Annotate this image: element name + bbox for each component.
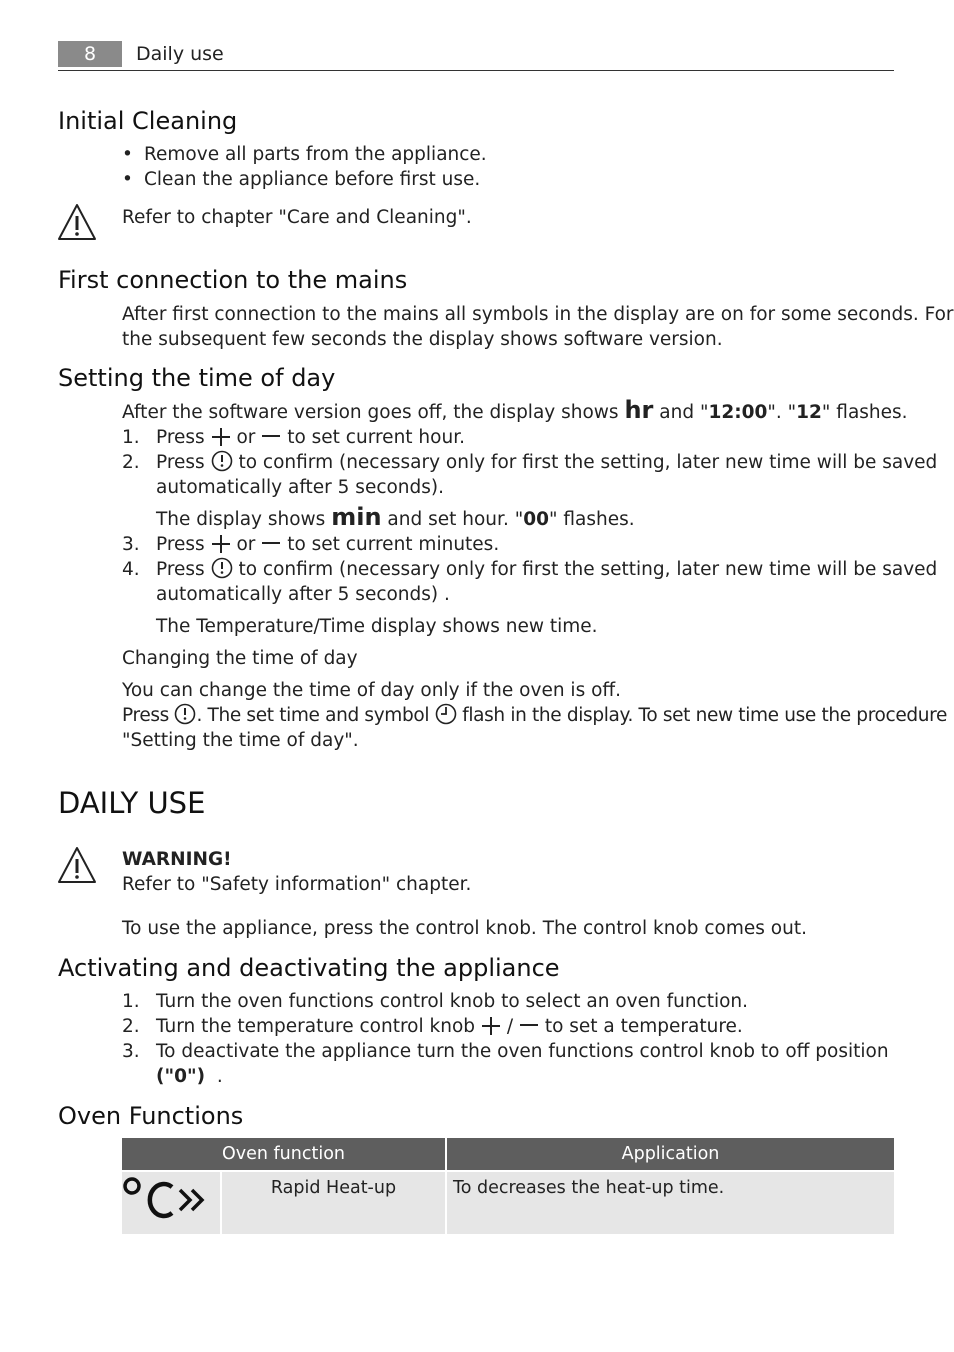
clock-symbol-icon [435, 703, 457, 725]
function-name-cell: Rapid Heat-up [221, 1171, 446, 1234]
first-connection-text: the subsequent few seconds the display shows software version. [122, 329, 723, 350]
new-time-text: The Temperature/Time display shows new time. [156, 616, 598, 637]
header-rule [58, 70, 894, 71]
minus-icon [261, 534, 281, 554]
change-time-text: You can change the time of day only if the oven is off. [122, 680, 622, 701]
column-header: Application [446, 1138, 894, 1171]
changing-time-subheading: Changing the time of day [122, 648, 358, 669]
warning-icon [57, 846, 97, 884]
header-title: Daily use [136, 43, 224, 65]
step-continuation: ("0") . [156, 1066, 223, 1087]
clock-button-icon [211, 557, 233, 579]
page-number: 8 [58, 41, 122, 67]
clock-button-icon [174, 703, 196, 725]
bullet-icon: • [122, 144, 133, 165]
bullet-icon: • [122, 169, 133, 190]
activating-heading: Activating and deactivating the appliance [58, 954, 560, 982]
rapid-heat-up-icon [122, 1172, 220, 1228]
step-continuation: automatically after 5 seconds). [156, 477, 445, 498]
hr-symbol-icon: hr [624, 396, 654, 424]
bullet-item: • Clean the appliance before first use. [122, 169, 481, 190]
table-header-row [122, 1138, 894, 1171]
first-connection-heading: First connection to the mains [58, 266, 408, 294]
table-row [122, 1171, 894, 1234]
warning-icon [57, 203, 97, 241]
clock-button-icon [211, 450, 233, 472]
oven-functions-heading: Oven Functions [58, 1102, 244, 1130]
plus-icon [211, 534, 231, 554]
display-min-text: The display shows min and set hour. "00" flashes. [156, 503, 635, 531]
setting-time-heading: Setting the time of day [58, 364, 336, 392]
function-icon-cell [122, 1171, 221, 1234]
change-time-text: "Setting the time of day". [122, 730, 359, 751]
bullet-item: • Remove all parts from the appliance. [122, 144, 487, 165]
setting-time-intro: After the software version goes off, the display shows hr and "12:00". "12" flashes. [122, 396, 908, 424]
daily-use-intro: To use the appliance, press the control knob. The control knob comes out. [122, 918, 807, 939]
minus-icon [261, 427, 281, 447]
column-header: Oven function [122, 1138, 446, 1171]
daily-use-heading: DAILY USE [58, 786, 206, 820]
first-connection-text: After first connection to the mains all symbols in the display are on for some seconds. For [122, 304, 954, 325]
step-continuation: automatically after 5 seconds) . [156, 584, 450, 605]
warning-text: Refer to "Safety information" chapter. [122, 874, 472, 895]
plus-icon [211, 427, 231, 447]
initial-cleaning-heading: Initial Cleaning [58, 107, 238, 135]
plus-icon [481, 1016, 501, 1036]
oven-functions-table [122, 1138, 894, 1234]
minus-icon [519, 1016, 539, 1036]
application-cell: To decreases the heat-up time. [446, 1171, 894, 1234]
care-note: Refer to chapter "Care and Cleaning". [122, 207, 472, 228]
warning-title: WARNING! [122, 849, 232, 870]
min-symbol-icon: min [331, 503, 382, 531]
change-time-text: Press . The set time and symbol flash in the display. To set new time use the procedure [122, 705, 948, 726]
